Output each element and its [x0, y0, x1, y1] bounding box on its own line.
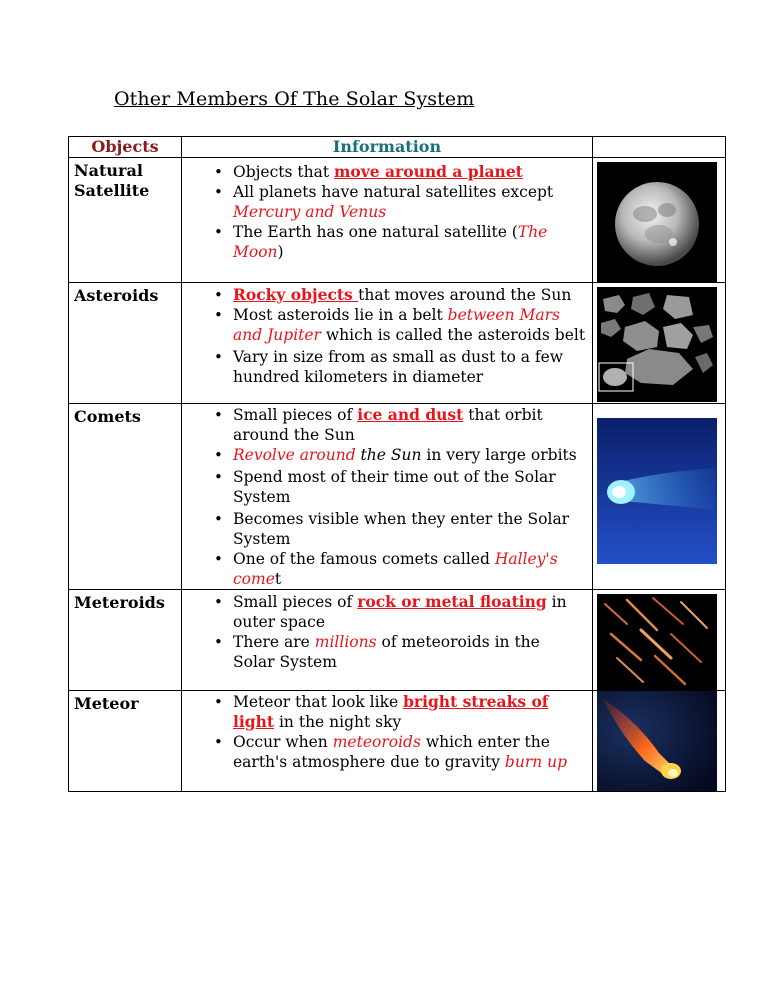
text: All planets have natural satellites except [233, 183, 554, 201]
italic-red-text: millions [314, 633, 377, 651]
list-item [182, 305, 586, 345]
comet-image [597, 418, 717, 564]
highlight-text: move around a planet [334, 162, 523, 181]
italic-red-text: Mercury and Venus [233, 203, 387, 221]
text: There are [233, 633, 315, 651]
text: in very large orbits [421, 446, 577, 464]
text: t [274, 570, 282, 588]
italic-text: the Sun [360, 446, 422, 464]
object-label: Meteor [74, 694, 139, 713]
list-item [182, 182, 586, 222]
info-comets [182, 404, 593, 590]
object-label: Meteroids [74, 593, 165, 612]
list-item [182, 445, 586, 465]
page-title: Other Members Of The Solar System [114, 88, 475, 110]
object-label: Satellite [74, 181, 150, 200]
table-row [69, 590, 726, 691]
text: Occur when [233, 733, 333, 751]
italic-red-text: Revolve around [233, 446, 361, 464]
list-item [182, 732, 586, 772]
highlight-text: ice and dust [357, 405, 464, 424]
italic-red-text: burn up [504, 753, 568, 771]
header-objects: Objects [69, 137, 182, 158]
meteoroids-image [597, 594, 717, 690]
table-row [69, 283, 726, 404]
comet-image-cell [593, 404, 726, 590]
meteor-image-cell [593, 691, 726, 792]
italic-red-text: meteoroids [332, 733, 421, 751]
table-row [69, 404, 726, 590]
info-meteor [182, 691, 593, 792]
list-item [182, 222, 586, 262]
meteor-image [597, 691, 717, 791]
text: Vary in size from as small as dust to a few hundred kilometers in diameter [233, 348, 564, 386]
text: which enter the earth's atmosphere due to gravity [233, 733, 550, 771]
text: in outer space [233, 593, 567, 631]
text: ) [277, 243, 284, 261]
info-asteroids [182, 283, 593, 404]
object-label: Natural [74, 161, 143, 180]
text: Becomes visible when they enter the Solar System [233, 510, 570, 548]
text: The Earth has one natural satellite ( [233, 223, 518, 241]
list-item [182, 692, 586, 732]
text: Objects that [233, 163, 335, 181]
list-item [182, 285, 586, 305]
moon-image-cell [593, 158, 726, 283]
text: Most asteroids lie in a belt [233, 306, 448, 324]
italic-red-text: Halley's come [233, 550, 558, 588]
header-image [593, 137, 726, 158]
object-asteroids [69, 283, 182, 404]
table-row [69, 691, 726, 792]
text: that orbit around the Sun [233, 406, 543, 444]
list-item [182, 467, 586, 507]
info-natural-satellite [182, 158, 593, 283]
highlight-text: Rocky objects [233, 285, 359, 304]
table-header-row [69, 137, 726, 158]
highlight-text: rock or metal floating [357, 592, 547, 611]
object-natural-satellite [69, 158, 182, 283]
object-meteor [69, 691, 182, 792]
table-row [69, 158, 726, 283]
text: Small pieces of [233, 593, 358, 611]
list-item [182, 347, 586, 387]
text: which is called the asteroids belt [320, 326, 586, 344]
meteoroids-image-cell [593, 590, 726, 691]
list-item [182, 162, 586, 182]
highlight-text: bright streaks of light [233, 692, 549, 731]
text: that moves around the Sun [358, 286, 572, 304]
list-item [182, 509, 586, 549]
text: Meteor that look like [233, 693, 404, 711]
text: Small pieces of [233, 406, 358, 424]
object-label: Asteroids [74, 286, 159, 305]
list-item [182, 592, 586, 632]
moon-image [597, 162, 717, 282]
italic-red-text: between Mars and Jupiter [233, 306, 560, 344]
list-item [182, 632, 586, 672]
text: in the night sky [274, 713, 402, 731]
list-item [182, 405, 586, 445]
object-label: Comets [74, 407, 141, 426]
solar-system-table [68, 136, 726, 792]
text: One of the famous comets called [233, 550, 495, 568]
italic-red-text: The Moon [233, 223, 548, 261]
header-information: Information [182, 137, 593, 158]
asteroids-image [597, 287, 717, 402]
asteroids-image-cell [593, 283, 726, 404]
text: Spend most of their time out of the Solar System [233, 468, 556, 506]
list-item [182, 549, 586, 589]
object-meteroids [69, 590, 182, 691]
info-meteroids [182, 590, 593, 691]
object-comets [69, 404, 182, 590]
text: of meteoroids in the Solar System [233, 633, 540, 671]
